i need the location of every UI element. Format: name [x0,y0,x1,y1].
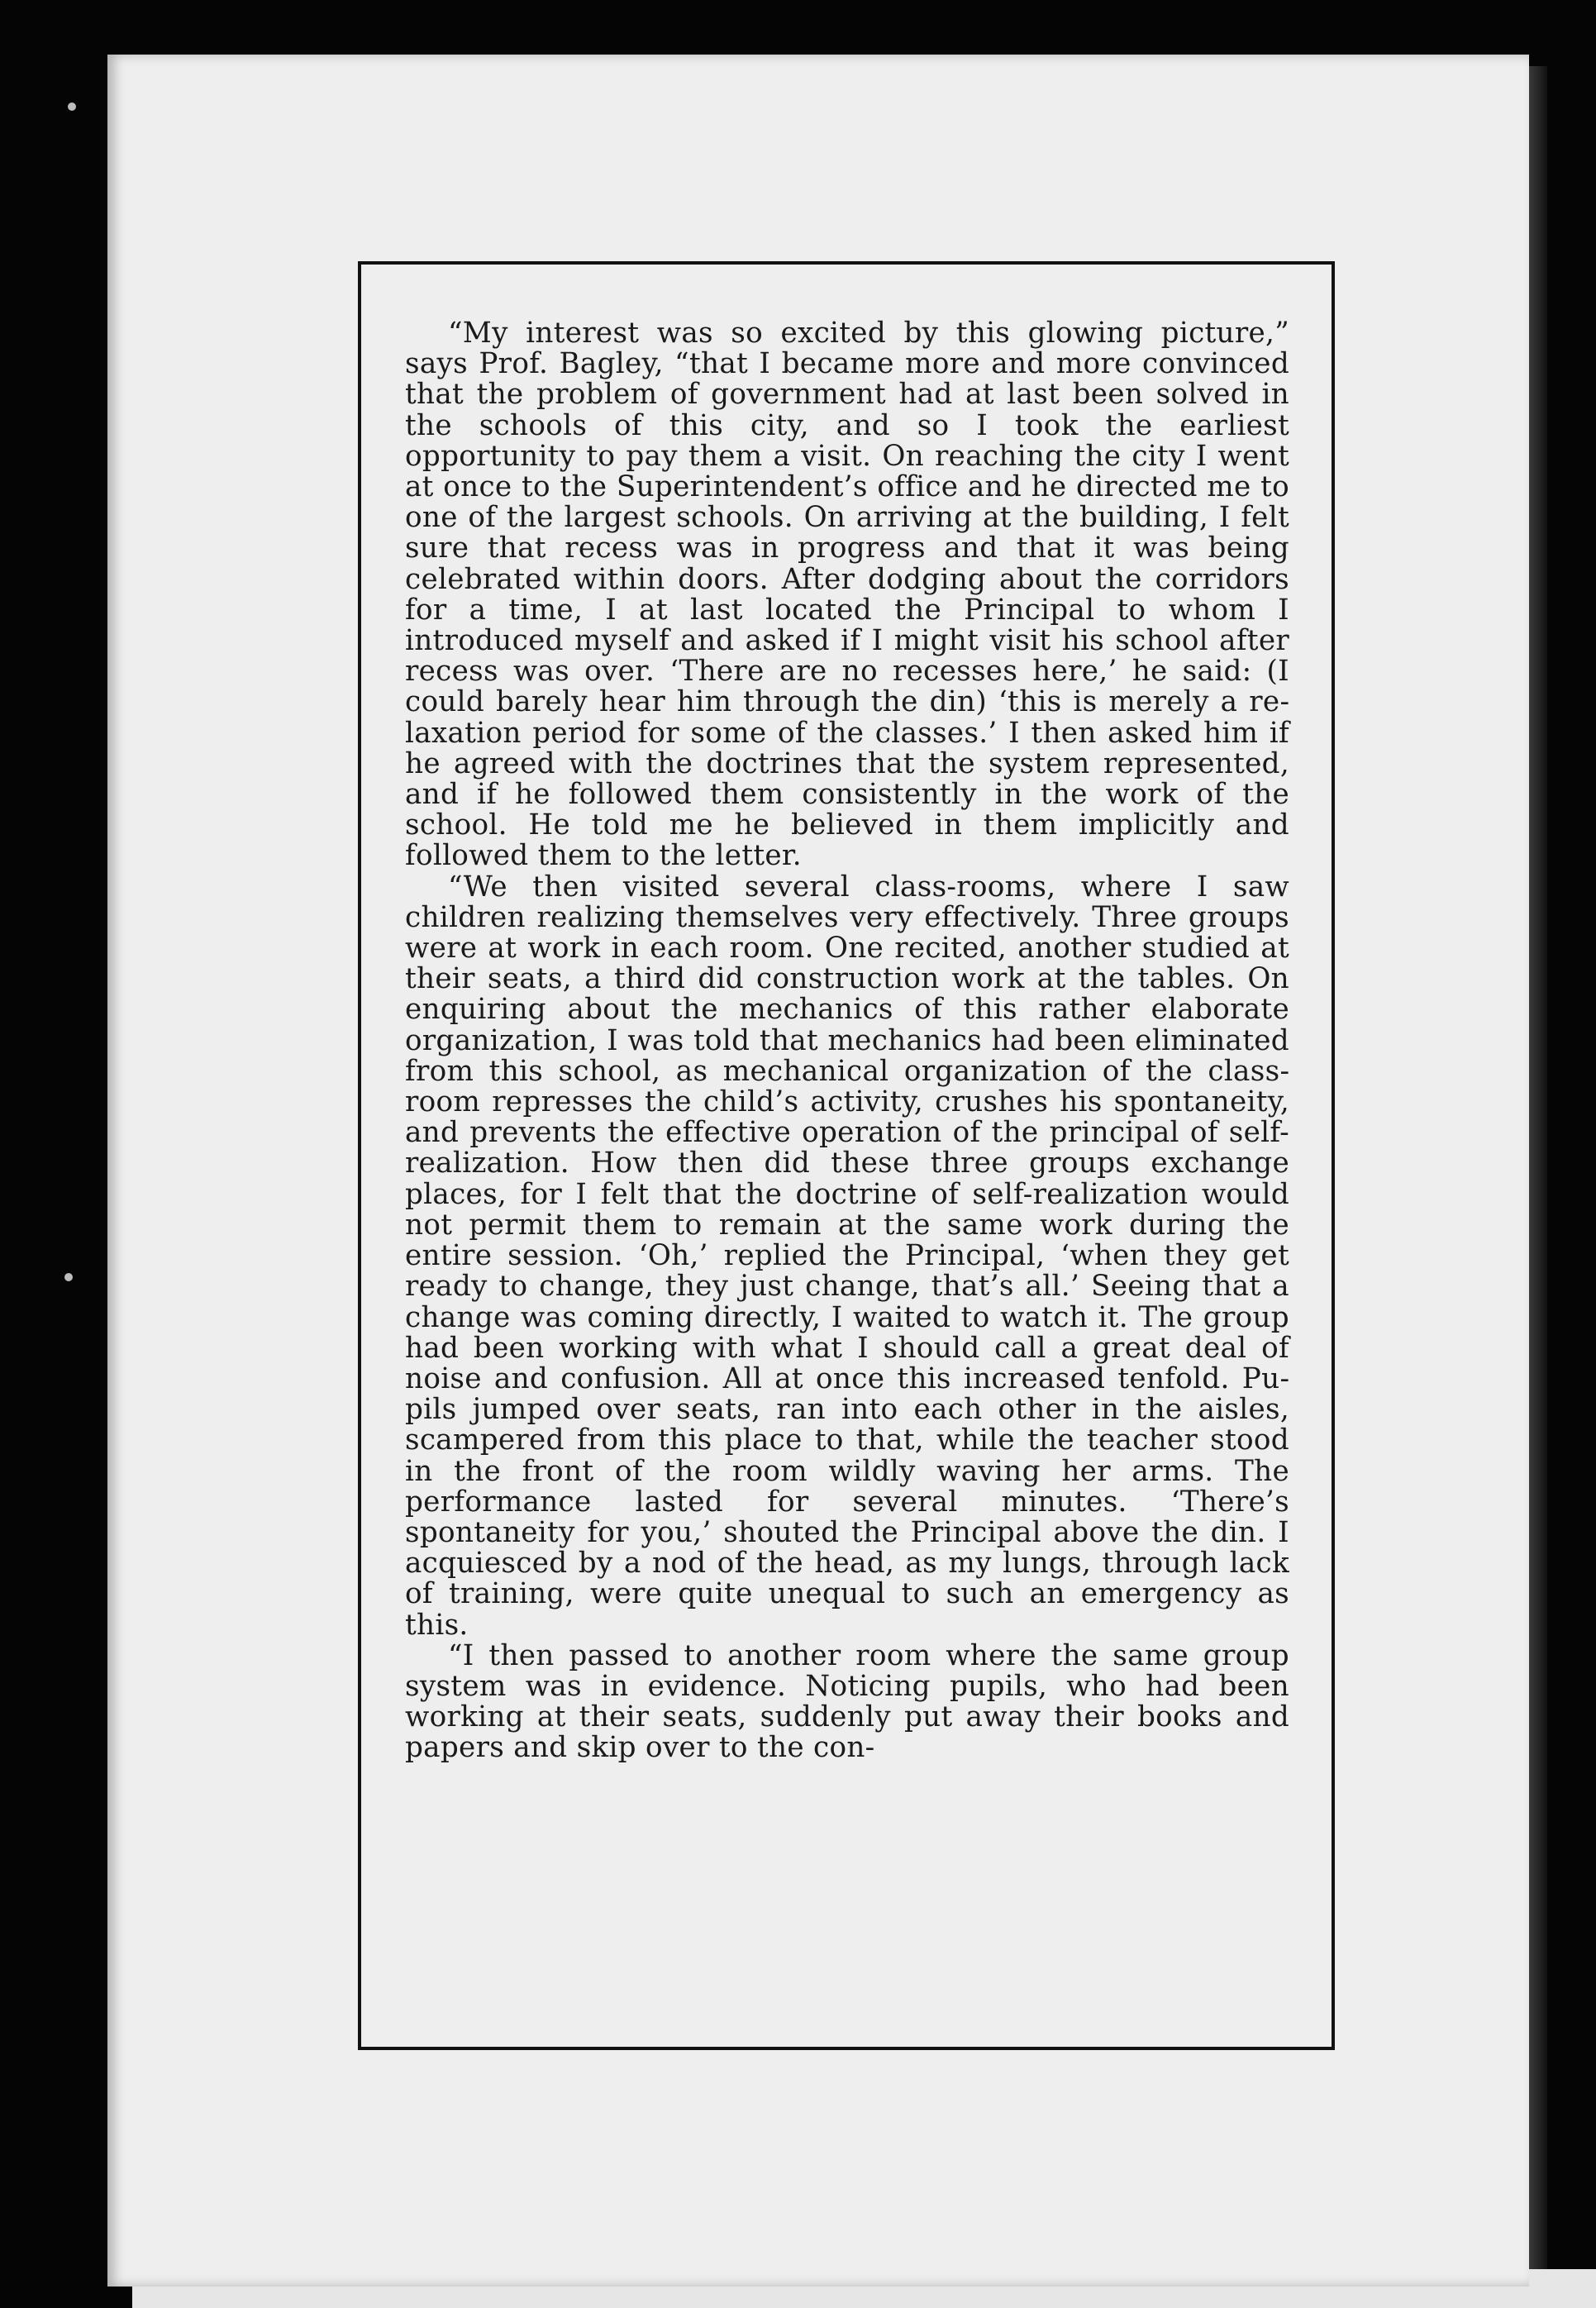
binding-mark [64,1273,73,1281]
binding-mark [68,103,76,111]
paragraph: “My interest was so excited by this glowing picture,” says Prof. Bagley, “that I became more and more convinced that the problem of government had at last been solved in the schools of this city, and so I took the earliest opportunity to pay them a visit. On reaching the city I went at once to the Superintendent’s office and he directed me to one of the largest schools. On arriving at the building, I felt sure that recess was in progress and that it was being celebrated within doors. After dodging about the corridors for a time, I at last located the Principal to whom I introduced myself and asked if I might visit his school after recess was over. ‘There are no recesses here,’ he said: (I could barely hear him through the din) ‘this is merely a relaxation period for some of the classes.’ I then asked him if he agreed with the doctrines that the system represented, and if he followed them consistently in the work of the school. He told me he believed in them implicitly and followed them to the letter. [405,317,1289,873]
page-right-edge [1529,66,1547,2290]
paragraph: “We then visited several class-rooms, where I saw children realizing themselves very effectively. Three groups were at work in each room. One recited, another studied at their seats, a third did construction work at the tables. On enquiring about the mechanics of this rather elaborate organization, I was told that mechanics had been eliminated from this school, as mechanical organization of the classroom represses the child’s activity, crushes his spontaneity, and prevents the effective operation of the principal of self-realization. How then did these three groups exchange places, for I felt that the doctrine of self-realization would not permit them to remain at the same work during the entire session. ‘Oh,’ replied the Principal, ‘when they get ready to change, they just change, that’s all.’ Seeing that a change was coming directly, I waited to watch it. The group had been working with what I should call a great deal of noise and confusion. All at once this increased tenfold. Pupils jumped over seats, ran into each other in the aisles, scampered from this place to that, while the teacher stood in the front of the room wildly waving her arms. The performance lasted for several minutes. ‘There’s spontaneity for you,’ shouted the Principal above the din. I acquiesced by a nod of the head, as my lungs, through lack of training, were quite unequal to such an emergency as this. [405,870,1289,1642]
paragraph: “I then passed to another room where the same group system was in evidence. Noticing pupils, who had been working at their seats, suddenly put away their books and papers and skip over to the con- [405,1638,1289,1765]
article-text [405,318,1289,1764]
